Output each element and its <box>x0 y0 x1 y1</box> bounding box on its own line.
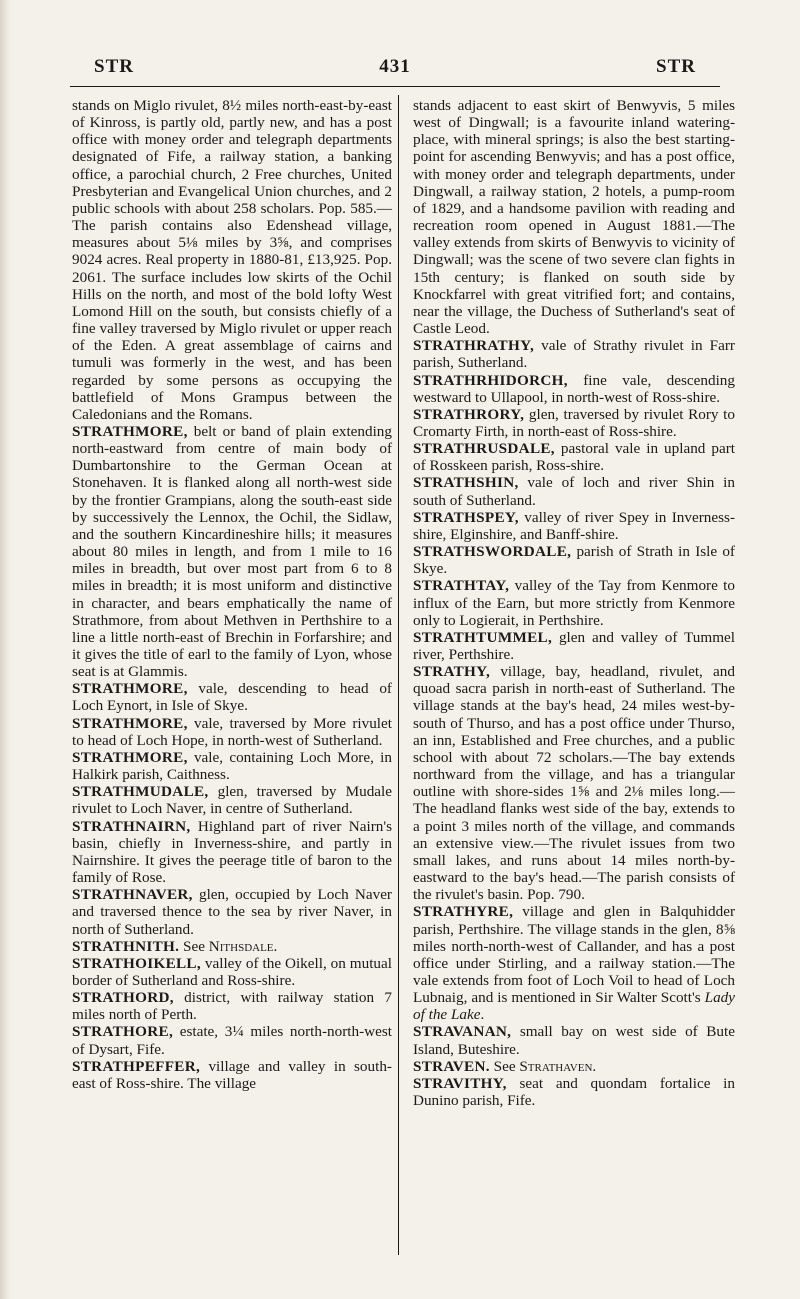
entry-text: valley of the Oikell, on mutual border of Sutherland and Ross-shire. <box>72 954 392 989</box>
gazetteer-entry <box>72 1023 392 1057</box>
running-head <box>70 56 720 82</box>
entry-headword: STRATHNAVER, <box>72 886 193 904</box>
entry-text: village and glen in Balquhidder parish, Perthshire. The village stands in the glen, 8⅝ miles north-north-west of Callander, and has a post office under Stirling, and a railway station.—The vale extends from foot of Loch Voil to head of Loch Lubnaig, and is mentioned in Sir Walter Scott's <box>413 903 735 1007</box>
gazetteer-entry <box>72 680 392 714</box>
italic-title: Lady of the Lake <box>413 989 735 1024</box>
entry-headword: STRATHYRE, <box>413 903 514 921</box>
entry-text: See <box>489 1057 520 1075</box>
entry-headword: STRATHRATHY, <box>413 337 535 355</box>
entry-text: See <box>179 937 209 955</box>
entry-text: village, bay, headland, rivulet, and quoad sacra parish in north-east of Sutherland. The village stands at the bay's head, 24 miles west-by-south of Thurso, and has a post office under Thurso, an inn, Established and Free churches, and a public school with about 72 scholars.—The bay extends northward from the village, and has a triangular outline with shore-sides 1⅝ and 2⅛ miles long.—The headland flanks west side of the bay, extends to a point 3 miles north of the village, and commands an extensive view.—The rivulet issues from two small lakes, and runs about 14 miles north-by-eastward to the bay's head.—The parish consists of the rivulet's basin. Pop. 790. <box>413 663 735 904</box>
gazetteer-entry <box>413 663 735 903</box>
entry-text: vale, descending to head of Loch Eynort, in Isle of Skye. <box>72 680 392 715</box>
entry-headword: STRATHRUSDALE, <box>413 440 555 458</box>
entry-text: Highland part of river Nairn's basin, chiefly in Inverness-shire, and partly in Nairnshire. It gives the peerage title of baron to the family of Rose. <box>72 817 392 887</box>
entry-text: belt or band of plain extending north-eastward from centre of main body of Dumbartonshire to the German Ocean at Stonehaven. It is flanked along all north-west side by the frontier Grampians, along the south-east side by successively the Lennox, the Ochil, the Sidlaw, and the southern Kincardineshire hills; it measures about 80 miles in length, and from 1 mile to 16 miles in breadth, but over most part from 6 to 8 miles in breadth; it is most uniform and distinctive in character, and bears emphatically the name of Strathmore, from about Methven in Perthshire to a line a little north-east of Brechin in Forfarshire; and it gives the title of earl to the family of Lyon, whose seat is at Glammis. <box>72 422 392 681</box>
entry-headword: STRATHNITH. <box>72 937 180 955</box>
entry-headword: STRAVANAN, <box>413 1023 512 1041</box>
entry-continuation <box>413 97 735 337</box>
gazetteer-entry <box>72 955 392 989</box>
entry-headword: STRATHMORE, <box>72 714 188 732</box>
entry-text: village and valley in south-east of Ross-shire. The village <box>72 1057 392 1092</box>
entry-headword: STRATHMUDALE, <box>72 783 209 801</box>
page-binding-edge <box>0 0 10 1299</box>
entry-headword: STRATHTUMMEL, <box>413 628 553 646</box>
entry-continuation <box>72 97 392 423</box>
entry-headword: STRATHMORE, <box>72 748 188 766</box>
entry-headword: STRATHORE, <box>72 1023 174 1041</box>
entry-headword: STRATHORD, <box>72 989 174 1007</box>
entry-headword: STRATHSHIN, <box>413 474 519 492</box>
entry-text: stands adjacent to east skirt of Benwyvis, 5 miles west of Dingwall; is a favourite inland watering-place, with mineral springs; is also the best starting-point for ascending Benwyvis; and has a post office, with money order and telegraph departments, under Dingwall, a railway station, 2 hotels, a pump-room of 1829, and a handsome pavilion with reading and recreation room opened in August 1881.—The valley extends from skirts of Benwyvis to vicinity of Dingwall; was the scene of two severe clan fights in 15th century; is flanked on south side by Knockfarrel with great vitrified fort; and contains, near the village, the Duchess of Sutherland's seat of Castle Leod. <box>413 97 735 338</box>
entry-headword: STRATHMORE, <box>72 422 188 440</box>
entry-text: glen and valley of Tummel river, Perthshire. <box>413 628 735 663</box>
entry-headword: STRAVEN. <box>413 1057 490 1075</box>
entry-headword: STRATHRORY, <box>413 405 525 423</box>
running-head-right: STR <box>656 56 696 77</box>
entry-text: vale of loch and river Shin in south of Sutherland. <box>413 474 735 509</box>
entry-headword: STRATHTAY, <box>413 577 510 595</box>
gazetteer-entry <box>72 715 392 749</box>
entry-headword: STRATHPEFFER, <box>72 1057 201 1075</box>
entry-headword: STRATHSPEY, <box>413 508 519 526</box>
gazetteer-entry <box>413 474 735 508</box>
entry-text: small bay on west side of Bute Island, Buteshire. <box>413 1023 735 1058</box>
entry-text: valley of the Tay from Kenmore to influx of the Earn, but more strictly from Kenmore only to Logierait, in Perthshire. <box>413 577 735 629</box>
gazetteer-entry <box>413 629 735 663</box>
entry-text: valley of river Spey in Inverness-shire, Elginshire, and Banff-shire. <box>413 508 735 543</box>
entry-text: vale, containing Loch More, in Halkirk parish, Caithness. <box>72 748 392 784</box>
gazetteer-entry <box>413 903 735 1023</box>
left-column <box>72 97 392 1092</box>
entry-text: vale of Strathy rivulet in Farr parish, Sutherland. <box>413 337 735 372</box>
gazetteer-entry <box>72 783 392 817</box>
entry-headword: STRATHY, <box>413 663 491 681</box>
page-number: 431 <box>379 56 411 77</box>
entry-headword: STRATHRHIDORCH, <box>413 371 568 389</box>
gazetteer-entry <box>413 543 735 577</box>
entry-headword: STRATHMORE, <box>72 680 188 698</box>
header-rule <box>70 86 720 87</box>
gazetteer-entry <box>413 577 735 628</box>
entry-text: glen, traversed by Mudale rivulet to Loch Naver, in centre of Sutherland. <box>72 783 392 818</box>
entry-text: fine vale, descending westward to Ullapool, in north-west of Ross-shire. <box>413 371 735 406</box>
entry-text: stands on Miglo rivulet, 8½ miles north-east-by-east of Kinross, is partly old, partly new, and has a post office with money order and telegraph departments designated of Fife, a railway station, a banking office, a parochial church, 2 Free churches, United Presbyterian and Evangelical Union churches, and 2 public schools with about 258 scholars. Pop. 585.—The parish contains also Edenshead village, measures about 5⅛ miles by 3⅝, and comprises 9024 acres. Real property in 1880-81, £13,925. Pop. 2061. The surface includes low skirts of the Ochil Hills on the north, and most of the bold lofty West Lomond Hill on the south, but consists chiefly of a fine valley traversed by Miglo rivulet or upper reach of the Eden. A great assemblage of cairns and tumuli was formerly in the west, and has been regarded by some persons as occupying the battlefield of Mons Grampus between the Caledonians and the Romans. <box>72 97 392 423</box>
gazetteer-entry <box>413 406 735 440</box>
gazetteer-entry <box>413 509 735 543</box>
gazetteer-entry <box>72 989 392 1023</box>
cross-reference: Strathaven <box>519 1057 593 1075</box>
gazetteer-entry <box>72 818 392 887</box>
running-head-left: STR <box>94 56 134 77</box>
entry-text: glen, occupied by Loch Naver and traversed thence to the sea by river Naver, in north of Sutherland. <box>72 886 392 938</box>
entry-text: seat and quondam fortalice in Dunino parish, Fife. <box>413 1074 735 1110</box>
gazetteer-entry <box>413 1075 735 1109</box>
gazetteer-entry <box>72 423 392 680</box>
entry-headword: STRAVITHY, <box>413 1074 507 1092</box>
gazetteer-entry <box>72 1058 392 1092</box>
cross-reference: Nithsdale <box>208 937 274 955</box>
entry-headword: STRATHOIKELL, <box>72 954 201 972</box>
entry-text: pastoral vale in upland part of Rosskeen parish, Ross-shire. <box>413 440 735 475</box>
entry-text-end: . <box>592 1057 597 1075</box>
gazetteer-entry <box>413 337 735 371</box>
gazetteer-entry <box>413 372 735 406</box>
entry-text: vale, traversed by More rivulet to head of Loch Hope, in north-west of Sutherland. <box>72 714 392 749</box>
entry-text-end: . <box>480 1006 485 1024</box>
gazetteer-entry <box>72 749 392 783</box>
gazetteer-entry <box>72 886 392 937</box>
gazetteer-entry <box>413 440 735 474</box>
gazetteer-entry <box>72 938 392 955</box>
gazetteer-entry <box>413 1058 735 1075</box>
right-column <box>413 97 735 1109</box>
entry-text: district, with railway station 7 miles north of Perth. <box>72 989 392 1024</box>
entry-headword: STRATHSWORDALE, <box>413 543 572 561</box>
gazetteer-entry <box>413 1023 735 1057</box>
entry-text: glen, traversed by rivulet Rory to Cromarty Firth, in north-east of Ross-shire. <box>413 405 735 440</box>
entry-text: estate, 3¼ miles north-north-west of Dysart, Fife. <box>72 1023 392 1058</box>
entry-text-end: . <box>273 937 278 955</box>
entry-text: parish of Strath in Isle of Skye. <box>413 543 735 578</box>
entry-headword: STRATHNAIRN, <box>72 817 191 835</box>
column-divider <box>398 95 399 1255</box>
